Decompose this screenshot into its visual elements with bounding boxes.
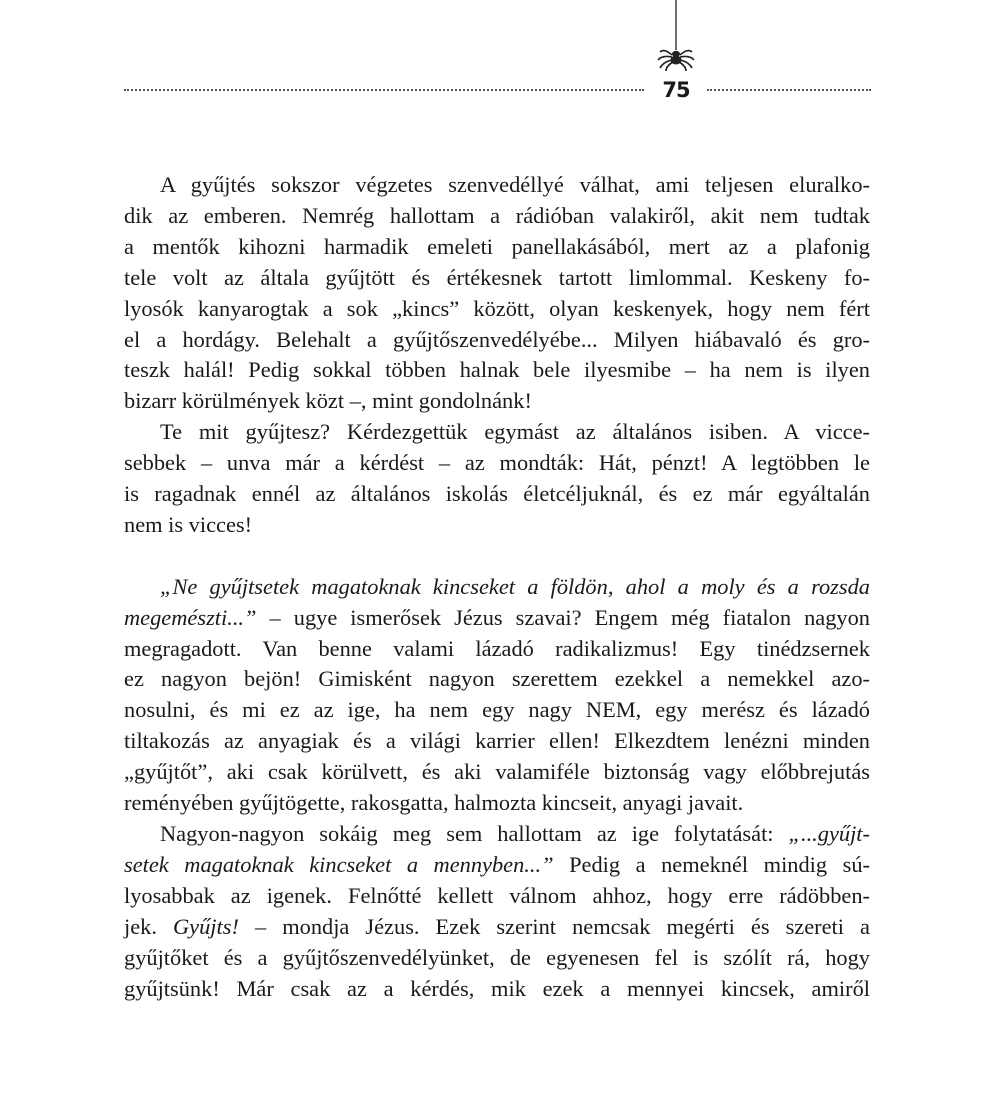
text-line: lyosabbak az igenek. Felnőtté kellett válnom ahhoz, hogy erre rádöbben- [124, 882, 870, 908]
bible-quote: megemészti...” [124, 604, 257, 630]
text-line: Nagyon-nagyon sokáig meg sem hallottam az ige folytatását: „...gyűjt- [160, 821, 870, 847]
text-line: is ragadnak ennél az általános iskolás életcéljuknál, és ez már egyáltalán [124, 481, 870, 507]
text-line: A gyűjtés sokszor végzetes szenvedéllyé válhat, ami teljesen eluralko- [160, 172, 870, 197]
text-line: megragadott. Van benne valami lázadó radikalizmus! Egy tinédzsernek [124, 635, 870, 661]
bible-quote: „Ne gyűjtsetek magatoknak kincseket a földön, ahol a moly és a rozsda [160, 573, 870, 599]
text-line: el a hordágy. Belehalt a gyűjtőszenvedélyébe... Milyen hiábavaló és gro- [124, 326, 870, 352]
header-rule-left [124, 89, 644, 91]
text-line: bizarr körülmények közt –, mint gondolnánk! [124, 388, 532, 414]
text-line: gyűjtőket és a gyűjtőszenvedélyünket, de egyenesen fel is szólít rá, hogy [124, 944, 870, 970]
paragraph [124, 170, 870, 417]
page-header [0, 0, 993, 110]
text-line: sebbek – unva már a kérdést – az mondták: Hát, pénzt! A legtöbben le [124, 450, 870, 476]
text-line: megemészti...” – ugye ismerősek Jézus szavai? Engem még fiatalon nagyon [124, 604, 870, 630]
text-line: dik az emberen. Nemrég hallottam a rádióban valakiről, akit nem tudtak [124, 202, 870, 228]
paragraph [124, 572, 870, 819]
text-line: tele volt az általa gyűjtött és értékesnek tartott limlommal. Keskeny fo- [124, 264, 870, 290]
body-text [124, 170, 870, 1004]
text-line: jek. Gyűjts! – mondja Jézus. Ezek szerint nemcsak megérti és szereti a [124, 913, 870, 939]
text-line: setek magatoknak kincseket a mennyben...” Pedig a nemeknél mindig sú- [124, 851, 870, 877]
text-line: teszk halál! Pedig sokkal többen halnak bele ilyesmibe – ha nem is ilyen [124, 357, 870, 383]
text-line: „gyűjtőt”, aki csak körülvett, és aki valamiféle biztonság vagy előbbrejutás [124, 759, 870, 785]
paragraph [124, 819, 870, 1004]
text-line: nem is vicces! [124, 511, 253, 537]
text-line: a mentők kihozni harmadik emeleti panellakásából, mert az a plafonig [124, 233, 870, 259]
text-line: lyosók kanyarogtak a sok „kincs” között, olyan keskenyek, hogy nem fért [124, 295, 870, 321]
text-line: tiltakozás az anyagiak és a világi karrier ellen! Elkezdtem lenézni minden [124, 728, 870, 754]
spider-icon [652, 0, 700, 74]
text-line: Te mit gyűjtesz? Kérdezgettük egymást az általános isiben. A vicce- [160, 419, 870, 445]
text-line: reményében gyűjtögette, rakosgatta, halmozta kincseit, anyagi javait. [124, 790, 744, 816]
emphasis: Gyűjts! [173, 913, 239, 939]
bible-quote: setek magatoknak kincseket a mennyben...” [124, 851, 554, 877]
paragraph [124, 417, 870, 541]
text-line: gyűjtsünk! Már csak az a kérdés, mik ezek a mennyei kincsek, amiről [124, 975, 870, 1001]
bible-quote: „...gyűjt- [788, 821, 870, 847]
page-number: 75 [662, 78, 690, 102]
header-rule-right [707, 89, 871, 91]
text-line: ez nagyon bejön! Gimisként nagyon szerettem ezekkel a nemekkel azo- [124, 666, 870, 692]
text-line [124, 572, 870, 603]
text-line: nosulni, és mi ez az ige, ha nem egy nagy NEM, egy merész és lázadó [124, 697, 870, 723]
